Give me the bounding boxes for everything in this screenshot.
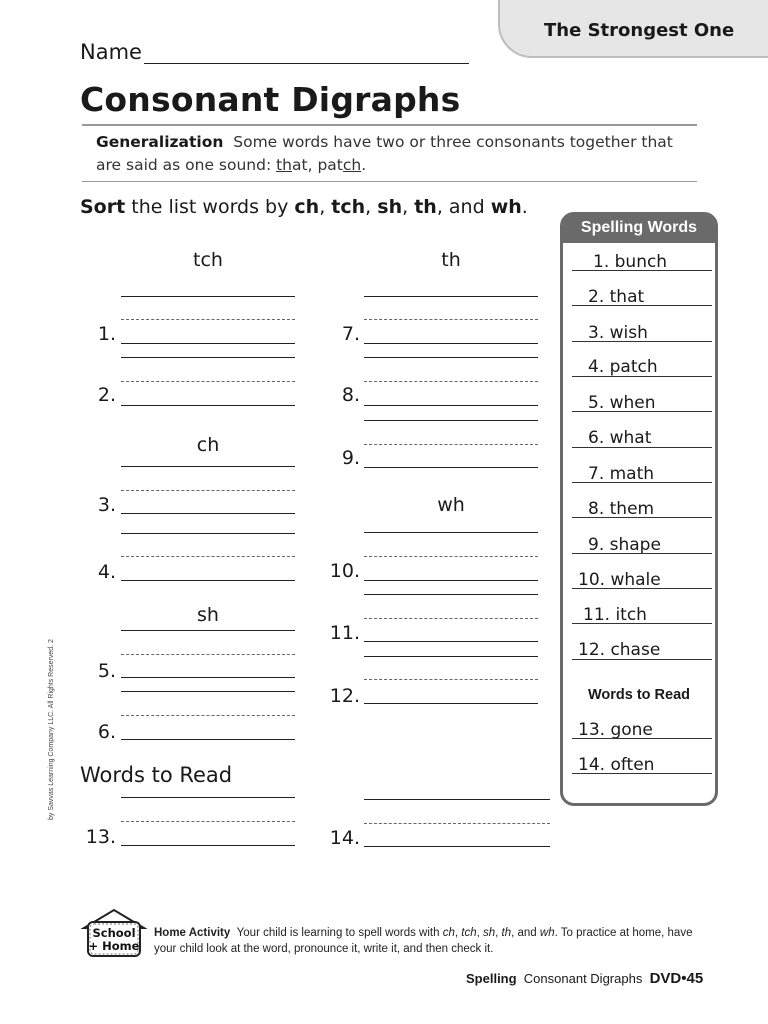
heading-sh: sh: [197, 604, 219, 626]
sep: , and: [436, 196, 491, 218]
answer-line-8[interactable]: [364, 405, 538, 406]
sep: , and: [511, 927, 540, 939]
home-activity-note: [154, 925, 714, 957]
word-underline: [572, 482, 712, 483]
item-number: 6.: [97, 721, 116, 743]
guide-mid-line: [364, 319, 538, 320]
logo-line-1: School: [92, 926, 136, 940]
guide-mid-line: [364, 556, 538, 557]
answer-line-1[interactable]: [121, 343, 295, 344]
answer-line-4[interactable]: [121, 580, 295, 581]
spelling-word: 8. them: [588, 499, 655, 519]
sep: ,: [365, 196, 378, 218]
example-that-rest: at: [292, 156, 308, 174]
spelling-word: 12. chase: [578, 640, 661, 660]
guide-mid-line: [364, 823, 550, 824]
spelling-word: 5. when: [588, 393, 656, 413]
guide-mid-line: [121, 319, 295, 320]
guide-top-line: [364, 296, 538, 297]
word-underline: [572, 588, 712, 589]
example-patch-digraph: ch: [342, 156, 362, 174]
answer-line-9[interactable]: [364, 467, 538, 468]
digraph-th: th: [414, 196, 437, 218]
item-number: 11.: [329, 622, 360, 644]
guide-top-line: [121, 357, 295, 358]
guide-top-line: [121, 630, 295, 631]
guide-top-line: [121, 296, 295, 297]
answer-line-5[interactable]: [121, 677, 295, 678]
word-underline: [572, 411, 712, 412]
word-underline: [572, 738, 712, 739]
word-underline: [572, 376, 712, 377]
digraph-sh: sh: [377, 196, 403, 218]
answer-line-6[interactable]: [121, 739, 295, 740]
digraph: sh: [482, 927, 496, 939]
word-underline: [572, 517, 712, 518]
heading-wh: wh: [437, 494, 465, 516]
guide-mid-line: [121, 381, 295, 382]
generalization-label: Generalization: [96, 133, 224, 151]
guide-top-line: [364, 594, 538, 595]
page-title: Consonant Digraphs: [80, 80, 461, 119]
name-label: Name: [80, 40, 142, 64]
answer-line-12[interactable]: [364, 703, 538, 704]
answer-line-11[interactable]: [364, 641, 538, 642]
spelling-word: 7. math: [588, 464, 655, 484]
word-underline: [572, 553, 712, 554]
guide-top-line: [121, 533, 295, 534]
guide-mid-line: [364, 679, 538, 680]
item-number: 1.: [97, 323, 116, 345]
item-number: 4.: [97, 561, 116, 583]
item-number: 9.: [341, 447, 360, 469]
copyright-notice: by Savvas Learning Company LLC. All Rights Reserved. 2: [48, 639, 55, 820]
guide-top-line: [364, 357, 538, 358]
sep: ,: [319, 196, 332, 218]
example-end: .: [361, 156, 367, 174]
spelling-word: 2. that: [588, 287, 645, 307]
digraph: th: [501, 927, 512, 939]
instruction-verb: Sort: [80, 196, 126, 218]
heading-ch: ch: [196, 434, 220, 456]
instruction-end: .: [521, 196, 528, 218]
words-to-read-heading: Words to Read: [80, 763, 233, 787]
name-field-line[interactable]: [144, 63, 469, 64]
guide-mid-line: [121, 556, 295, 557]
answer-line-10[interactable]: [364, 580, 538, 581]
read-word: 13. gone: [578, 720, 653, 740]
guide-top-line: [364, 799, 550, 800]
sep: ,: [495, 927, 502, 939]
footer-section: Spelling: [466, 971, 517, 986]
spelling-word: 11. itch: [583, 605, 647, 625]
item-number: 10.: [329, 560, 360, 582]
heading-th: th: [441, 249, 461, 271]
answer-line-7[interactable]: [364, 343, 538, 344]
item-number: 14.: [329, 827, 360, 849]
spelling-word: 1. bunch: [593, 252, 668, 272]
guide-mid-line: [364, 444, 538, 445]
item-number: 12.: [329, 685, 360, 707]
guide-mid-line: [121, 821, 295, 822]
spelling-words-title: Spelling Words: [580, 219, 698, 236]
story-title: The Strongest One: [544, 20, 735, 41]
generalization-bottom-rule: [82, 181, 697, 182]
guide-mid-line: [364, 381, 538, 382]
spelling-word: 3. wish: [588, 323, 648, 343]
word-underline: [572, 270, 712, 271]
item-number: 2.: [97, 384, 116, 406]
item-number: 5.: [97, 660, 116, 682]
guide-top-line: [121, 466, 295, 467]
digraph-wh: wh: [490, 196, 522, 218]
sort-instruction: [80, 196, 528, 218]
item-number: 7.: [341, 323, 360, 345]
page-number: DVD•45: [649, 970, 704, 987]
generalization-text: [96, 131, 691, 177]
guide-top-line: [364, 532, 538, 533]
generalization-body: Some words have two or three consonants together that are said as one sound:: [96, 133, 673, 174]
spelling-word: 10. whale: [578, 570, 661, 590]
guide-mid-line: [121, 654, 295, 655]
spelling-word: 4. patch: [588, 357, 658, 377]
digraph-tch: tch: [331, 196, 366, 218]
instruction-text: the list words by: [125, 196, 295, 218]
example-separator: ,: [307, 156, 318, 174]
read-word: 14. often: [578, 755, 655, 775]
generalization-top-rule: [82, 124, 697, 126]
home-activity-text-end: . To practice at home, have your child look at the word, pronounce it, write it, and then check it.: [154, 927, 693, 955]
guide-top-line: [364, 420, 538, 421]
sep: ,: [454, 927, 462, 939]
item-number: 13.: [85, 826, 116, 848]
item-number: 8.: [341, 384, 360, 406]
word-underline: [572, 659, 712, 660]
item-number: 3.: [97, 494, 116, 516]
guide-mid-line: [364, 618, 538, 619]
example-patch-start: pat: [317, 156, 343, 174]
word-underline: [572, 305, 712, 306]
answer-line-3[interactable]: [121, 513, 295, 514]
guide-top-line: [121, 691, 295, 692]
guide-mid-line: [121, 490, 295, 491]
digraph: tch: [461, 927, 477, 939]
digraph: wh: [539, 927, 555, 939]
answer-line-14[interactable]: [364, 846, 550, 847]
footer-topic: Consonant Digraphs: [523, 971, 643, 986]
home-activity-text: Your child is learning to spell words with: [236, 927, 443, 939]
logo-line-2: + Home: [88, 939, 140, 953]
guide-top-line: [121, 797, 295, 798]
heading-tch: tch: [193, 249, 223, 271]
page-footer: [466, 970, 703, 987]
box-words-to-read: Words to Read: [587, 687, 691, 703]
word-underline: [572, 341, 712, 342]
digraph: ch: [442, 927, 455, 939]
word-underline: [572, 623, 712, 624]
guide-mid-line: [121, 715, 295, 716]
sep: ,: [402, 196, 415, 218]
word-underline: [572, 773, 712, 774]
example-that-digraph: th: [276, 156, 293, 174]
spelling-word: 6. what: [588, 428, 652, 448]
digraph-ch: ch: [294, 196, 320, 218]
answer-line-2[interactable]: [121, 405, 295, 406]
word-underline: [572, 447, 712, 448]
school-home-logo-icon: [80, 908, 148, 958]
spelling-word: 9. shape: [588, 535, 661, 555]
guide-top-line: [364, 656, 538, 657]
answer-line-13[interactable]: [121, 845, 295, 846]
sep: ,: [476, 927, 483, 939]
home-activity-label: Home Activity: [154, 927, 231, 939]
